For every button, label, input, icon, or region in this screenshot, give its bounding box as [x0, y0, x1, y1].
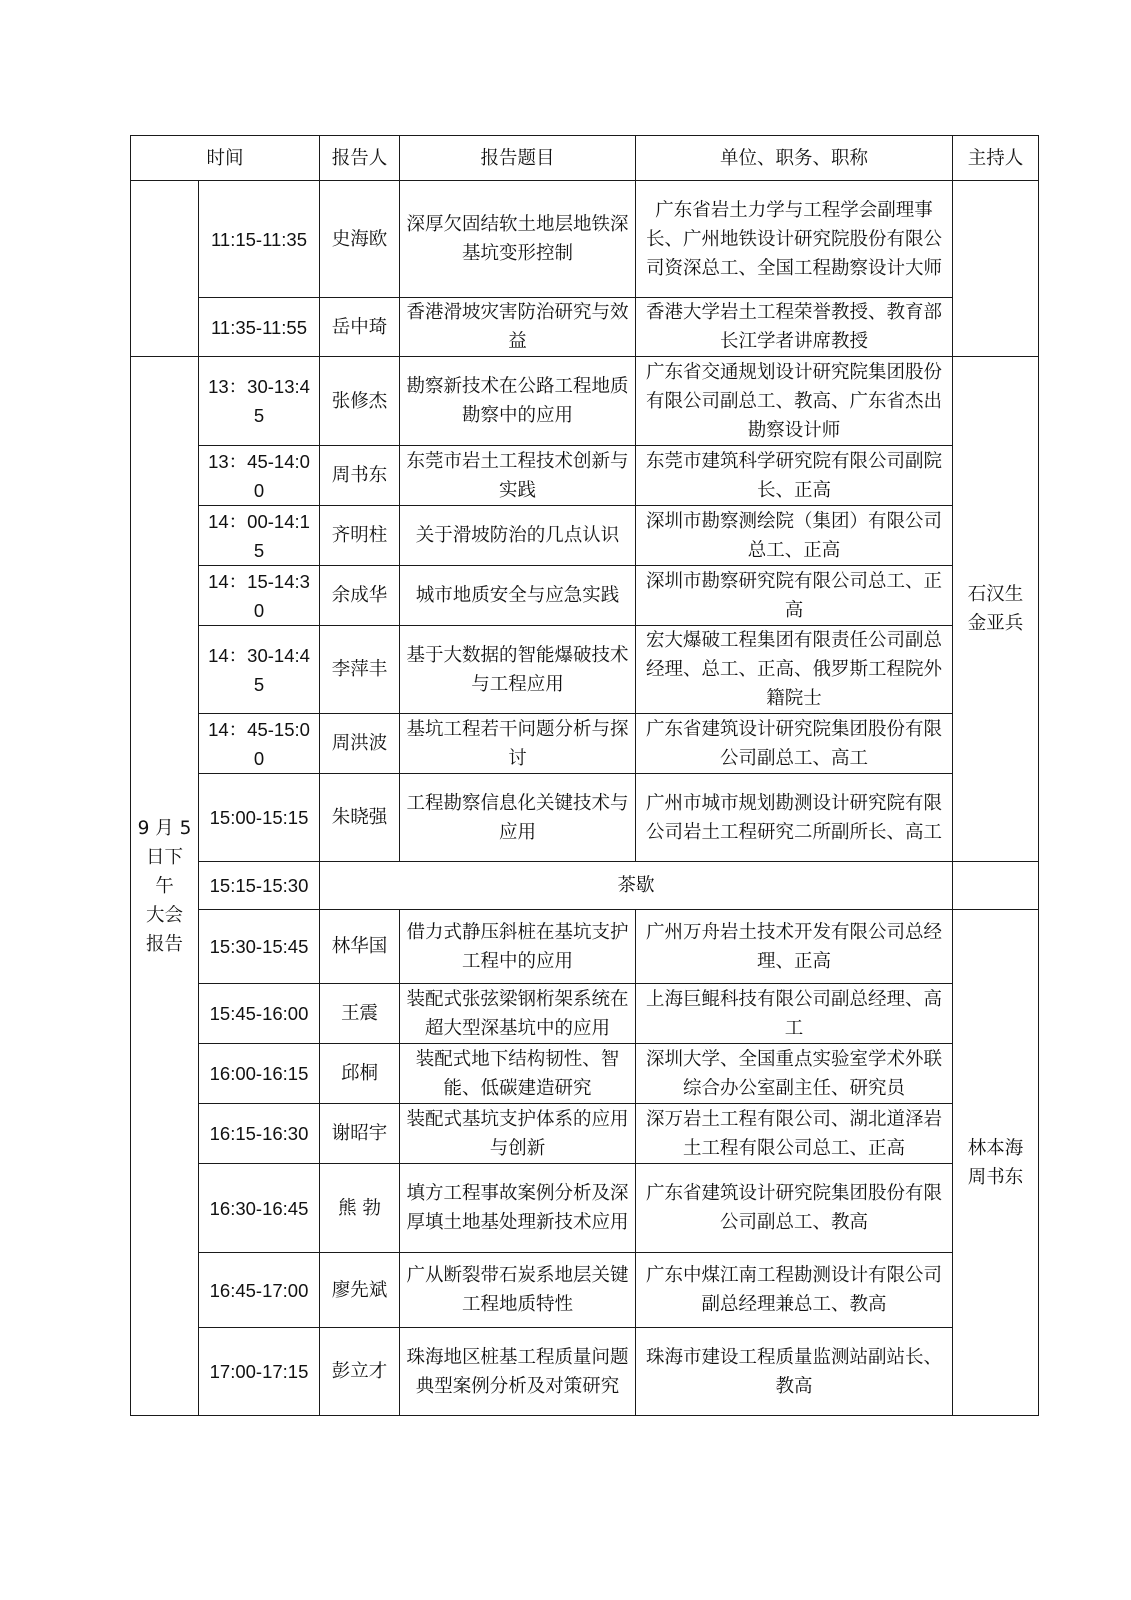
unit-cell: 广东省建筑设计研究院集团股份有限公司副总工、教高 — [636, 1164, 953, 1253]
session-line: 9 月 5 — [137, 817, 192, 839]
time-cell: 11:35-11:55 — [199, 298, 320, 357]
header-title: 报告题目 — [400, 136, 636, 181]
speaker-cell: 岳中琦 — [320, 298, 400, 357]
table-row — [131, 181, 1039, 298]
table-row — [131, 1253, 1039, 1328]
title-cell: 基于大数据的智能爆破技术与工程应用 — [400, 626, 636, 714]
time-cell: 13：30-13:45 — [199, 357, 320, 446]
speaker-cell: 王震 — [320, 984, 400, 1044]
time-cell: 14：30-14:45 — [199, 626, 320, 714]
unit-cell: 广州万舟岩土技术开发有限公司总经理、正高 — [636, 910, 953, 984]
table-row — [131, 506, 1039, 566]
unit-cell: 香港大学岩土工程荣誉教授、教育部长江学者讲席教授 — [636, 298, 953, 357]
title-cell: 勘察新技术在公路工程地质勘察中的应用 — [400, 357, 636, 446]
table-row — [131, 1044, 1039, 1104]
speaker-cell: 邱桐 — [320, 1044, 400, 1104]
table-row — [131, 298, 1039, 357]
time-cell: 16:45-17:00 — [199, 1253, 320, 1328]
time-cell: 15:45-16:00 — [199, 984, 320, 1044]
speaker-cell: 周书东 — [320, 446, 400, 506]
unit-cell: 深圳市勘察研究院有限公司总工、正高 — [636, 566, 953, 626]
speaker-cell: 廖先斌 — [320, 1253, 400, 1328]
unit-cell: 东莞市建筑科学研究院有限公司副院长、正高 — [636, 446, 953, 506]
header-time: 时间 — [131, 136, 320, 181]
table-row — [131, 446, 1039, 506]
title-cell: 工程勘察信息化关键技术与应用 — [400, 774, 636, 862]
time-cell: 17:00-17:15 — [199, 1328, 320, 1416]
schedule-table — [130, 135, 1039, 1416]
header-unit: 单位、职务、职称 — [636, 136, 953, 181]
unit-cell: 广东省交通规划设计研究院集团股份有限公司副总工、教高、广东省杰出勘察设计师 — [636, 357, 953, 446]
header-speaker: 报告人 — [320, 136, 400, 181]
time-cell: 16:00-16:15 — [199, 1044, 320, 1104]
title-cell: 香港滑坡灾害防治研究与效益 — [400, 298, 636, 357]
time-cell: 11:15-11:35 — [199, 181, 320, 298]
time-cell: 14：15-14:30 — [199, 566, 320, 626]
session-cell-blank — [131, 181, 199, 357]
title-cell: 借力式静压斜桩在基坑支护工程中的应用 — [400, 910, 636, 984]
host-cell: 石汉生金亚兵 — [953, 357, 1039, 862]
unit-cell: 珠海市建设工程质量监测站副站长、教高 — [636, 1328, 953, 1416]
title-cell: 广从断裂带石炭系地层关键工程地质特性 — [400, 1253, 636, 1328]
title-cell: 装配式地下结构韧性、智能、低碳建造研究 — [400, 1044, 636, 1104]
title-cell: 基坑工程若干问题分析与探讨 — [400, 714, 636, 774]
speaker-cell: 余成华 — [320, 566, 400, 626]
time-cell: 14：45-15:00 — [199, 714, 320, 774]
speaker-cell: 齐明柱 — [320, 506, 400, 566]
host-cell: 林本海周书东 — [953, 910, 1039, 1416]
table-row — [131, 774, 1039, 862]
host-cell-blank — [953, 181, 1039, 357]
header-row — [131, 136, 1039, 181]
speaker-cell: 朱晓强 — [320, 774, 400, 862]
speaker-cell: 张修杰 — [320, 357, 400, 446]
title-cell: 关于滑坡防治的几点认识 — [400, 506, 636, 566]
session-line: 报告 — [145, 933, 183, 955]
title-cell: 装配式基坑支护体系的应用与创新 — [400, 1104, 636, 1164]
time-cell: 15:00-15:15 — [199, 774, 320, 862]
title-cell: 珠海地区桩基工程质量问题典型案例分析及对策研究 — [400, 1328, 636, 1416]
speaker-cell: 周洪波 — [320, 714, 400, 774]
time-cell: 15:15-15:30 — [199, 862, 320, 910]
speaker-cell: 谢昭宇 — [320, 1104, 400, 1164]
speaker-cell: 林华国 — [320, 910, 400, 984]
table-row — [131, 1164, 1039, 1253]
table-row — [131, 984, 1039, 1044]
time-cell: 15:30-15:45 — [199, 910, 320, 984]
session-line: 大会 — [145, 904, 183, 926]
speaker-cell: 熊 勃 — [320, 1164, 400, 1253]
table-row — [131, 626, 1039, 714]
unit-cell: 深万岩土工程有限公司、湖北道泽岩土工程有限公司总工、正高 — [636, 1104, 953, 1164]
unit-cell: 上海巨鲲科技有限公司副总经理、高工 — [636, 984, 953, 1044]
unit-cell: 广东省岩土力学与工程学会副理事长、广州地铁设计研究院股份有限公司资深总工、全国工程勘察设计大师 — [636, 181, 953, 298]
unit-cell: 宏大爆破工程集团有限责任公司副总经理、总工、正高、俄罗斯工程院外籍院士 — [636, 626, 953, 714]
time-cell: 16:30-16:45 — [199, 1164, 320, 1253]
unit-cell: 广州市城市规划勘测设计研究院有限公司岩土工程研究二所副所长、高工 — [636, 774, 953, 862]
speaker-cell: 李萍丰 — [320, 626, 400, 714]
table-row — [131, 910, 1039, 984]
title-cell: 城市地质安全与应急实践 — [400, 566, 636, 626]
session-cell — [131, 357, 199, 1416]
session-line: 午 — [155, 875, 174, 897]
time-cell: 13：45-14:00 — [199, 446, 320, 506]
table-row — [131, 1104, 1039, 1164]
table-row — [131, 357, 1039, 446]
title-cell: 装配式张弦梁钢桁架系统在超大型深基坑中的应用 — [400, 984, 636, 1044]
session-line: 日下 — [145, 846, 183, 868]
unit-cell: 广东中煤江南工程勘测设计有限公司副总经理兼总工、教高 — [636, 1253, 953, 1328]
table-row — [131, 714, 1039, 774]
title-cell: 深厚欠固结软土地层地铁深基坑变形控制 — [400, 181, 636, 298]
host-cell-blank — [953, 862, 1039, 910]
unit-cell: 深圳大学、全国重点实验室学术外联综合办公室副主任、研究员 — [636, 1044, 953, 1104]
break-row — [131, 862, 1039, 910]
speaker-cell: 史海欧 — [320, 181, 400, 298]
time-cell: 14：00-14:15 — [199, 506, 320, 566]
header-host: 主持人 — [953, 136, 1039, 181]
unit-cell: 深圳市勘察测绘院（集团）有限公司总工、正高 — [636, 506, 953, 566]
unit-cell: 广东省建筑设计研究院集团股份有限公司副总工、高工 — [636, 714, 953, 774]
table-row — [131, 566, 1039, 626]
speaker-cell: 彭立才 — [320, 1328, 400, 1416]
time-cell: 16:15-16:30 — [199, 1104, 320, 1164]
title-cell: 填方工程事故案例分析及深厚填土地基处理新技术应用 — [400, 1164, 636, 1253]
break-cell: 茶歇 — [320, 862, 953, 910]
title-cell: 东莞市岩土工程技术创新与实践 — [400, 446, 636, 506]
table-row — [131, 1328, 1039, 1416]
